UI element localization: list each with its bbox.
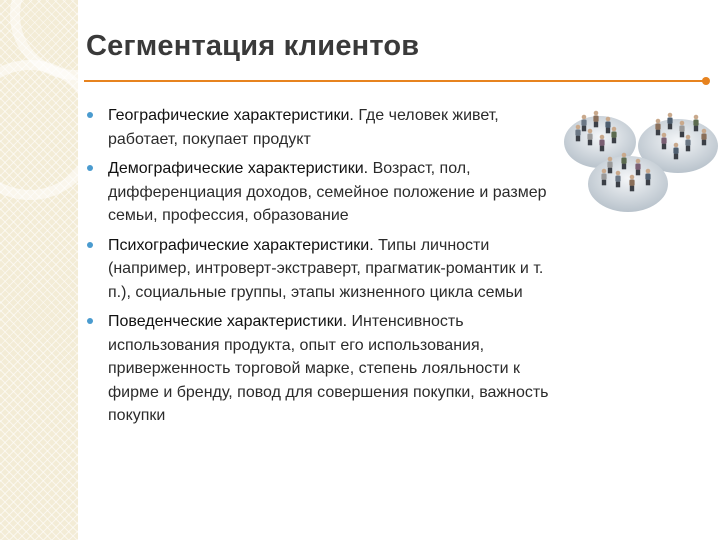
person-figure (655, 119, 660, 136)
bullet-dot-icon (87, 318, 93, 324)
person-figure (701, 129, 706, 146)
bullet-heading: Психографические характеристики. (108, 236, 374, 254)
person-figure (635, 159, 640, 176)
decorative-side-band (0, 0, 78, 540)
slide-title: Сегментация клиентов (86, 30, 420, 62)
person-figure (629, 175, 634, 192)
bullet-dot-icon (87, 242, 93, 248)
person-figure (605, 117, 610, 134)
segment-disc (588, 156, 668, 212)
person-figure (661, 133, 666, 150)
decorative-ring (0, 60, 78, 200)
person-figure (679, 121, 684, 138)
bullet-heading: Демографические характеристики. (108, 160, 369, 177)
people-segments-icon (562, 100, 720, 218)
person-figure (615, 171, 620, 188)
person-figure (645, 169, 650, 186)
person-figure (593, 111, 598, 128)
person-figure (667, 113, 672, 130)
title-underline (84, 80, 706, 82)
person-figure (693, 115, 698, 132)
person-figure (685, 135, 690, 152)
person-figure (601, 169, 606, 186)
person-figure (587, 129, 592, 146)
bullet-dot-icon (87, 165, 93, 171)
person-figure (607, 157, 612, 174)
bullet-text: Возраст, пол, дифференциация доходов, семейное положение и размер семьи, профессия, образование (108, 160, 547, 224)
bullet-item-psychographic (86, 234, 558, 305)
bullet-list (86, 104, 558, 434)
bullet-heading: Географические характеристики. (108, 107, 354, 124)
person-figure (673, 143, 678, 160)
person-figure (575, 125, 580, 142)
bullet-item-behavioral (86, 310, 558, 428)
bullet-heading: Поведенческие характеристики. (108, 313, 348, 330)
bullet-item-geographic (86, 104, 558, 151)
person-figure (621, 153, 626, 170)
bullet-dot-icon (87, 112, 93, 118)
bullet-text: Интенсивность использования продукта, опыт его использования, приверженность торговой марке, степень лояльности к фирме и бренду, повод для совершения покупки, важность покупки (108, 313, 549, 424)
bullet-text: Где человек живет, работает, покупает продукт (108, 107, 499, 148)
bullet-item-demographic (86, 157, 558, 228)
person-figure (581, 115, 586, 132)
person-figure (611, 127, 616, 144)
bullet-text: Типы личности (например, интроверт-экстраверт, прагматик-романтик и т. п.), социальные группы, этапы жизненного цикла семьи (108, 236, 544, 301)
person-figure (599, 135, 604, 152)
